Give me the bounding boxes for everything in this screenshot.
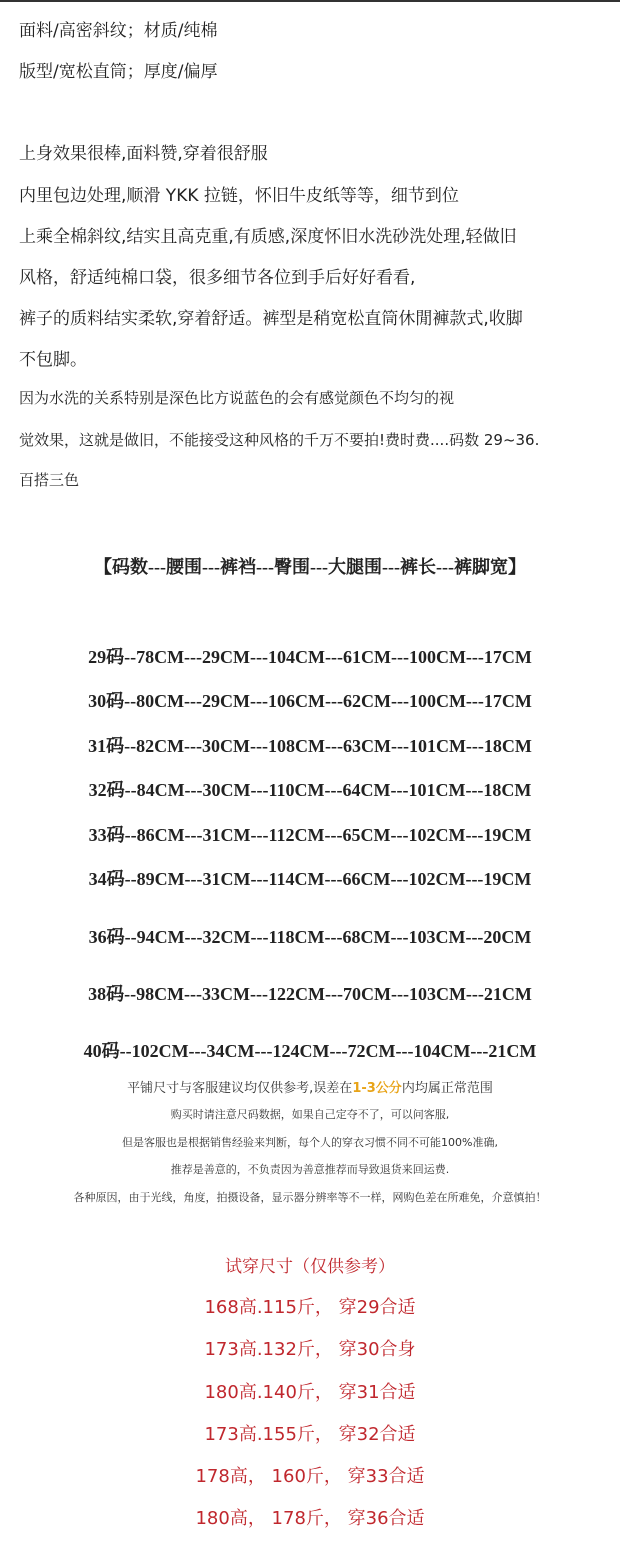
size-row: 33码--86CM---31CM---112CM---65CM---102CM---19CM bbox=[88, 825, 532, 845]
service-note: 各种原因，由于光线，角度，拍摄设备，显示器分辨率等不一样，网购色差在所难免，介意慎拍！ bbox=[73, 1191, 547, 1204]
top-divider bbox=[0, 0, 620, 2]
trial-size-row: 178高， 160斤， 穿33合适 bbox=[195, 1466, 425, 1487]
trial-size-row: 180高.140斤， 穿31合适 bbox=[204, 1382, 416, 1403]
measurement-note bbox=[0, 1077, 620, 1096]
service-note: 购买时请注意尺码数据，如果自己定夺不了，可以问客服, bbox=[170, 1108, 450, 1121]
tolerance-highlight: 1-3公分 bbox=[352, 1081, 402, 1096]
service-note: 但是客服也是根据销售经验来判断，每个人的穿衣习惯不同不可能100%准确, bbox=[122, 1136, 498, 1149]
description-line: 内里包边处理,顺滑 YKK 拉链，怀旧牛皮纸等等，细节到位 bbox=[19, 186, 459, 206]
trial-size-row: 173高.132斤， 穿30合身 bbox=[204, 1339, 416, 1360]
service-note: 推荐是善意的，不负责因为善意推荐而导致退货来回运费. bbox=[170, 1163, 450, 1176]
size-row: 29码--78CM---29CM---104CM---61CM---100CM---17CM bbox=[88, 647, 532, 667]
size-row: 38码--98CM---33CM---122CM---70CM---103CM---21CM bbox=[88, 984, 532, 1004]
measurement-note-text: 内均属正常范围 bbox=[401, 1081, 493, 1096]
measurement-note-text: 平铺尺寸与客服建议均仅供参考,误差在 bbox=[127, 1081, 353, 1096]
wash-note-line: 百搭三色 bbox=[19, 471, 80, 489]
fit-line: 版型/宽松直筒；厚度/偏厚 bbox=[19, 62, 218, 82]
fabric-line: 面料/高密斜纹；材质/纯棉 bbox=[19, 21, 218, 41]
size-row: 40码--102CM---34CM---124CM---72CM---104CM---21CM bbox=[83, 1041, 537, 1061]
trial-size-row: 168高.115斤， 穿29合适 bbox=[204, 1297, 416, 1318]
description-line: 上乘全棉斜纹,结实且高克重,有质感,深度怀旧水洗砂洗处理,轻做旧 bbox=[19, 227, 517, 247]
size-row: 36码--94CM---32CM---118CM---68CM---103CM---20CM bbox=[88, 927, 532, 947]
description-line: 风格，舒适纯棉口袋，很多细节各位到手后好好看看, bbox=[19, 268, 416, 288]
wash-note-line: 因为水洗的关系特别是深色比方说蓝色的会有感觉颜色不均匀的视 bbox=[19, 389, 455, 407]
trial-size-row: 173高.155斤， 穿32合适 bbox=[204, 1424, 416, 1445]
size-row: 31码--82CM---30CM---108CM---63CM---101CM---18CM bbox=[88, 736, 532, 756]
size-row: 32码--84CM---30CM---110CM---64CM---101CM---18CM bbox=[88, 780, 532, 800]
wash-note-line: 觉效果，这就是做旧，不能接受这种风格的千万不要拍!费时费....码数 29~36. bbox=[19, 431, 540, 449]
description-line: 裤子的质料结实柔软,穿着舒适。裤型是稍宽松直筒休閒褲款式,收脚 bbox=[19, 309, 523, 329]
size-row: 30码--80CM---29CM---106CM---62CM---100CM---17CM bbox=[88, 691, 532, 711]
trial-size-row: 180高， 178斤， 穿36合适 bbox=[195, 1508, 425, 1529]
description-line: 不包脚。 bbox=[19, 350, 87, 370]
description-line: 上身效果很棒,面料赞,穿着很舒服 bbox=[19, 144, 268, 164]
size-row: 34码--89CM---31CM---114CM---66CM---102CM---19CM bbox=[88, 869, 532, 889]
size-chart-header: 【码数---腰围---裤裆---臀围---大腿围---裤长---裤脚宽】 bbox=[94, 557, 526, 577]
trial-size-title: 试穿尺寸（仅供参考） bbox=[225, 1257, 395, 1277]
